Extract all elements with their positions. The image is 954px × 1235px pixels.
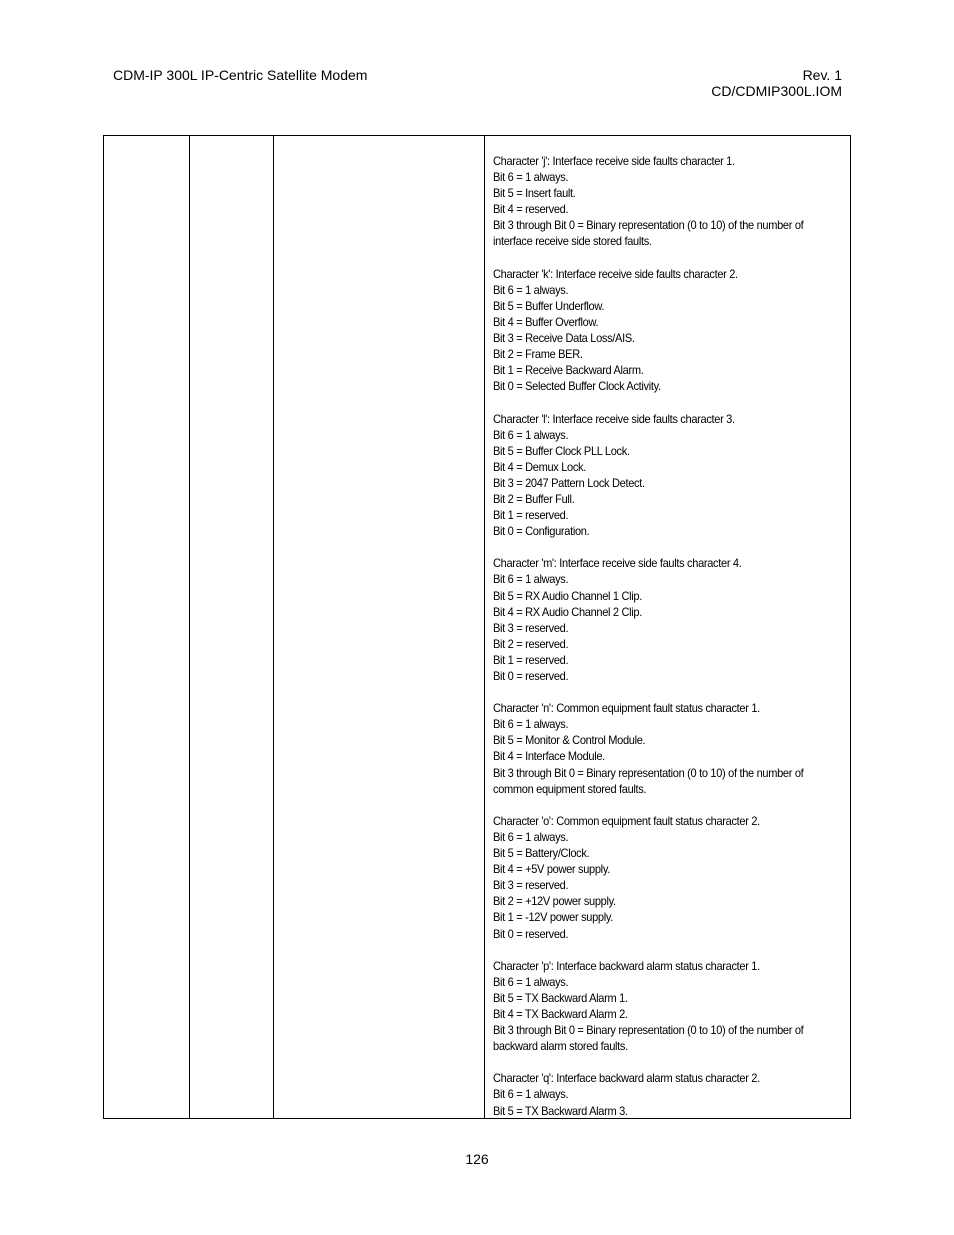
- bit-definition-line: Bit 5 = RX Audio Channel 1 Clip.: [493, 588, 642, 603]
- bit-definition-line: Bit 1 = -12V power supply.: [493, 910, 613, 925]
- bit-definition-line: Bit 2 = Buffer Full.: [493, 491, 575, 506]
- bit-definition-line: Bit 4 = Buffer Overflow.: [493, 314, 599, 329]
- fault-character-block: [493, 266, 845, 395]
- bit-definition-line: Bit 6 = 1 always.: [493, 1087, 569, 1102]
- bit-definition-line: Bit 6 = 1 always.: [493, 170, 569, 185]
- bit-definition-line: Bit 5 = TX Backward Alarm 1.: [493, 990, 628, 1005]
- fault-character-heading: Character 'p': Interface backward alarm status character 1.: [493, 958, 760, 973]
- page-number: 126: [465, 1151, 489, 1167]
- bit-definition-line: Bit 3 through Bit 0 = Binary representation (0 to 10) of the number of common equipment stored faults.: [493, 765, 804, 796]
- document-title: CDM-IP 300L IP-Centric Satellite Modem: [113, 67, 368, 83]
- fault-character-heading: Character 'l': Interface receive side faults character 3.: [493, 411, 735, 426]
- fault-character-heading: Character 'q': Interface backward alarm status character 2.: [493, 1071, 760, 1086]
- fault-character-block: [493, 153, 845, 250]
- revision-label: Rev. 1: [802, 67, 842, 83]
- bit-definition-line: Bit 6 = 1 always.: [493, 572, 569, 587]
- bit-definition-line: Bit 4 = Demux Lock.: [493, 459, 586, 474]
- bit-definition-line: Bit 3 through Bit 0 = Binary representation (0 to 10) of the number of interface receive side stored faults.: [493, 218, 804, 249]
- bit-definition-line: Bit 1 = reserved.: [493, 652, 569, 667]
- fault-character-heading: Character 'j': Interface receive side faults character 1.: [493, 154, 735, 168]
- bit-definition-line: Bit 5 = Insert fault.: [493, 186, 576, 201]
- fault-character-block: [493, 700, 845, 797]
- bit-definition-line: Bit 3 = Receive Data Loss/AIS.: [493, 331, 635, 346]
- command-table: [103, 135, 851, 1119]
- bit-definition-line: Bit 6 = 1 always.: [493, 427, 569, 442]
- bit-definition-line: Bit 2 = reserved.: [493, 636, 569, 651]
- bit-definition-line: Bit 5 = Monitor & Control Module.: [493, 733, 646, 748]
- bit-definition-line: Bit 3 = reserved.: [493, 620, 569, 635]
- bit-definition-line: Bit 3 = reserved.: [493, 878, 569, 893]
- fault-character-block: [493, 555, 845, 684]
- fault-character-heading: Character 'm': Interface receive side faults character 4.: [493, 556, 742, 571]
- fault-character-heading: Character 'o': Common equipment fault status character 2.: [493, 813, 760, 828]
- bit-definition-line: Bit 4 = Interface Module.: [493, 749, 605, 764]
- bit-definition-line: Bit 5 = Buffer Clock PLL Lock.: [493, 443, 630, 458]
- fault-character-block: [493, 813, 845, 942]
- bit-definition-line: Bit 3 through Bit 0 = Binary representation (0 to 10) of the number of backward alarm stored faults.: [493, 1023, 804, 1054]
- bit-definition-line: Bit 5 = Battery/Clock.: [493, 846, 590, 861]
- document-revision-info: [711, 67, 842, 99]
- bit-definition-line: Bit 0 = reserved.: [493, 669, 569, 683]
- bit-definition-line: Bit 1 = Receive Backward Alarm.: [493, 363, 644, 378]
- bit-definition-line: Bit 6 = 1 always.: [493, 829, 569, 844]
- bit-definition-line: Bit 2 = +12V power supply.: [493, 894, 616, 909]
- bit-definition-line: Bit 6 = 1 always.: [493, 282, 569, 297]
- description-cell: [493, 153, 845, 1135]
- bit-definition-line: Bit 5 = Buffer Underflow.: [493, 298, 605, 313]
- bit-definition-line: Bit 4 = reserved.: [493, 202, 569, 217]
- bit-definition-line: Bit 5 = TX Backward Alarm 3.: [493, 1103, 628, 1118]
- bit-definition-line: Bit 6 = 1 always.: [493, 974, 569, 989]
- fault-character-block: [493, 958, 845, 1055]
- bit-definition-line: Bit 0 = Configuration.: [493, 524, 590, 539]
- bit-definition-line: Bit 6 = 1 always.: [493, 717, 569, 732]
- bit-definition-line: Bit 3 = 2047 Pattern Lock Detect.: [493, 475, 645, 490]
- column-divider-1: [189, 136, 190, 1118]
- fault-character-block: [493, 1070, 845, 1118]
- fault-character-heading: Character 'n': Common equipment fault status character 1.: [493, 701, 760, 716]
- document-id: CD/CDMIP300L.IOM: [711, 83, 842, 99]
- fault-character-block: [493, 411, 845, 540]
- bit-definition-line: Bit 1 = reserved.: [493, 508, 569, 523]
- bit-definition-line: Bit 4 = +5V power supply.: [493, 862, 610, 877]
- bit-definition-line: Bit 2 = Frame BER.: [493, 347, 583, 362]
- bit-definition-line: Bit 4 = TX Backward Alarm 2.: [493, 1006, 628, 1021]
- bit-definition-line: Bit 0 = reserved.: [493, 926, 569, 941]
- bit-definition-line: Bit 0 = Selected Buffer Clock Activity.: [493, 379, 661, 394]
- fault-character-heading: Character 'k': Interface receive side faults character 2.: [493, 266, 738, 281]
- column-divider-3: [484, 136, 485, 1118]
- column-divider-2: [273, 136, 274, 1118]
- bit-definition-line: Bit 4 = RX Audio Channel 2 Clip.: [493, 604, 642, 619]
